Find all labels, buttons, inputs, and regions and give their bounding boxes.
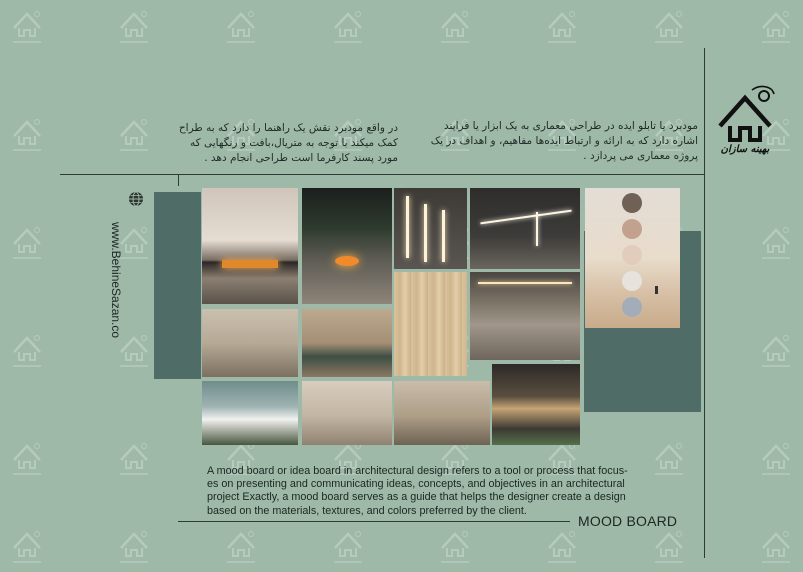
watermark-logo [331,8,365,48]
watermark-logo [652,528,686,568]
en-description [207,465,677,518]
photo-bedroom-neutral [302,381,392,445]
photo-night-exterior [492,364,580,445]
photo-bedroom-wood [302,309,392,377]
palette-swatch [622,297,642,317]
photo-villa-exterior [202,381,298,445]
photo-living-fireplace [202,188,298,304]
watermark-logo [10,224,44,264]
en-line-1: A mood board or idea board in architectural design refers to a tool or process that focus- [207,465,628,477]
watermark-logo [652,8,686,48]
watermark-logo [10,8,44,48]
photo-lounge-ceiling [470,272,580,360]
en-line-2: es on presenting and communicating ideas, concepts, and objectives in an architectural [207,478,625,491]
watermark-logo [10,332,44,372]
watermark-logo [117,440,151,480]
watermark-logo [10,116,44,156]
watermark-logo [759,332,793,372]
photo-living-green [202,309,298,377]
mood-board-title: MOOD BOARD [578,513,678,529]
watermark-logo [117,8,151,48]
accent-slab-left [154,192,201,379]
watermark-logo [545,8,579,48]
watermark-logo [224,8,258,48]
globe-icon [128,191,144,207]
photo-staircase-hall [394,381,490,445]
palette-swatch [622,245,642,265]
watermark-logo [545,528,579,568]
watermark-logo [759,440,793,480]
watermark-logo [759,528,793,568]
palette-swatch [622,193,642,213]
logo-text: بهینه سازان [720,144,770,155]
horizontal-rule-bottom [178,521,570,522]
vertical-divider-right [704,48,705,558]
photo-dark-ceiling [470,188,580,269]
watermark-logo [759,224,793,264]
watermark-logo [10,528,44,568]
brand-logo [712,84,778,162]
en-line-3: project Exactly, a mood board serves as a guide that helps the designer create a design [207,491,626,504]
palette-swatch [622,271,642,291]
photo-wood-texture [394,272,467,376]
watermark-logo [117,116,151,156]
photo-led-wall [394,188,467,269]
watermark-logo [759,8,793,48]
house-logo-icon [712,84,778,144]
watermark-logo [438,8,472,48]
watermark-logo [438,528,472,568]
vertical-divider-left [178,174,179,186]
photo-garden-firepit [302,188,392,304]
palette-swatch [622,219,642,239]
horizontal-rule-top [60,174,704,175]
fa-paragraph-left: در واقع مودبرد نقش یک راهنما را دارد که به طراح کمک میکند با توجه به متریال،بافت و رنگهایی که مورد پسند کارفرما است طراحی انجام دهد . [178,122,398,164]
watermark-logo [117,528,151,568]
en-line-4: based on the materials, textures, and colors preferred by the client. [207,504,527,517]
watermark-logo [224,528,258,568]
watermark-logo [10,440,44,480]
watermark-logo [331,528,365,568]
fa-paragraph-right: مودبرد یا تابلو ایده در طراحی معماری به یک ابزار یا فرایند اشاره دارد که به ارائه و ارتباط ایده‌ها مفاهیم، و اهداف در یک پروژه معماری می پردازد . [430,120,698,162]
website-url[interactable]: www.BehineSazan.co [109,222,123,339]
